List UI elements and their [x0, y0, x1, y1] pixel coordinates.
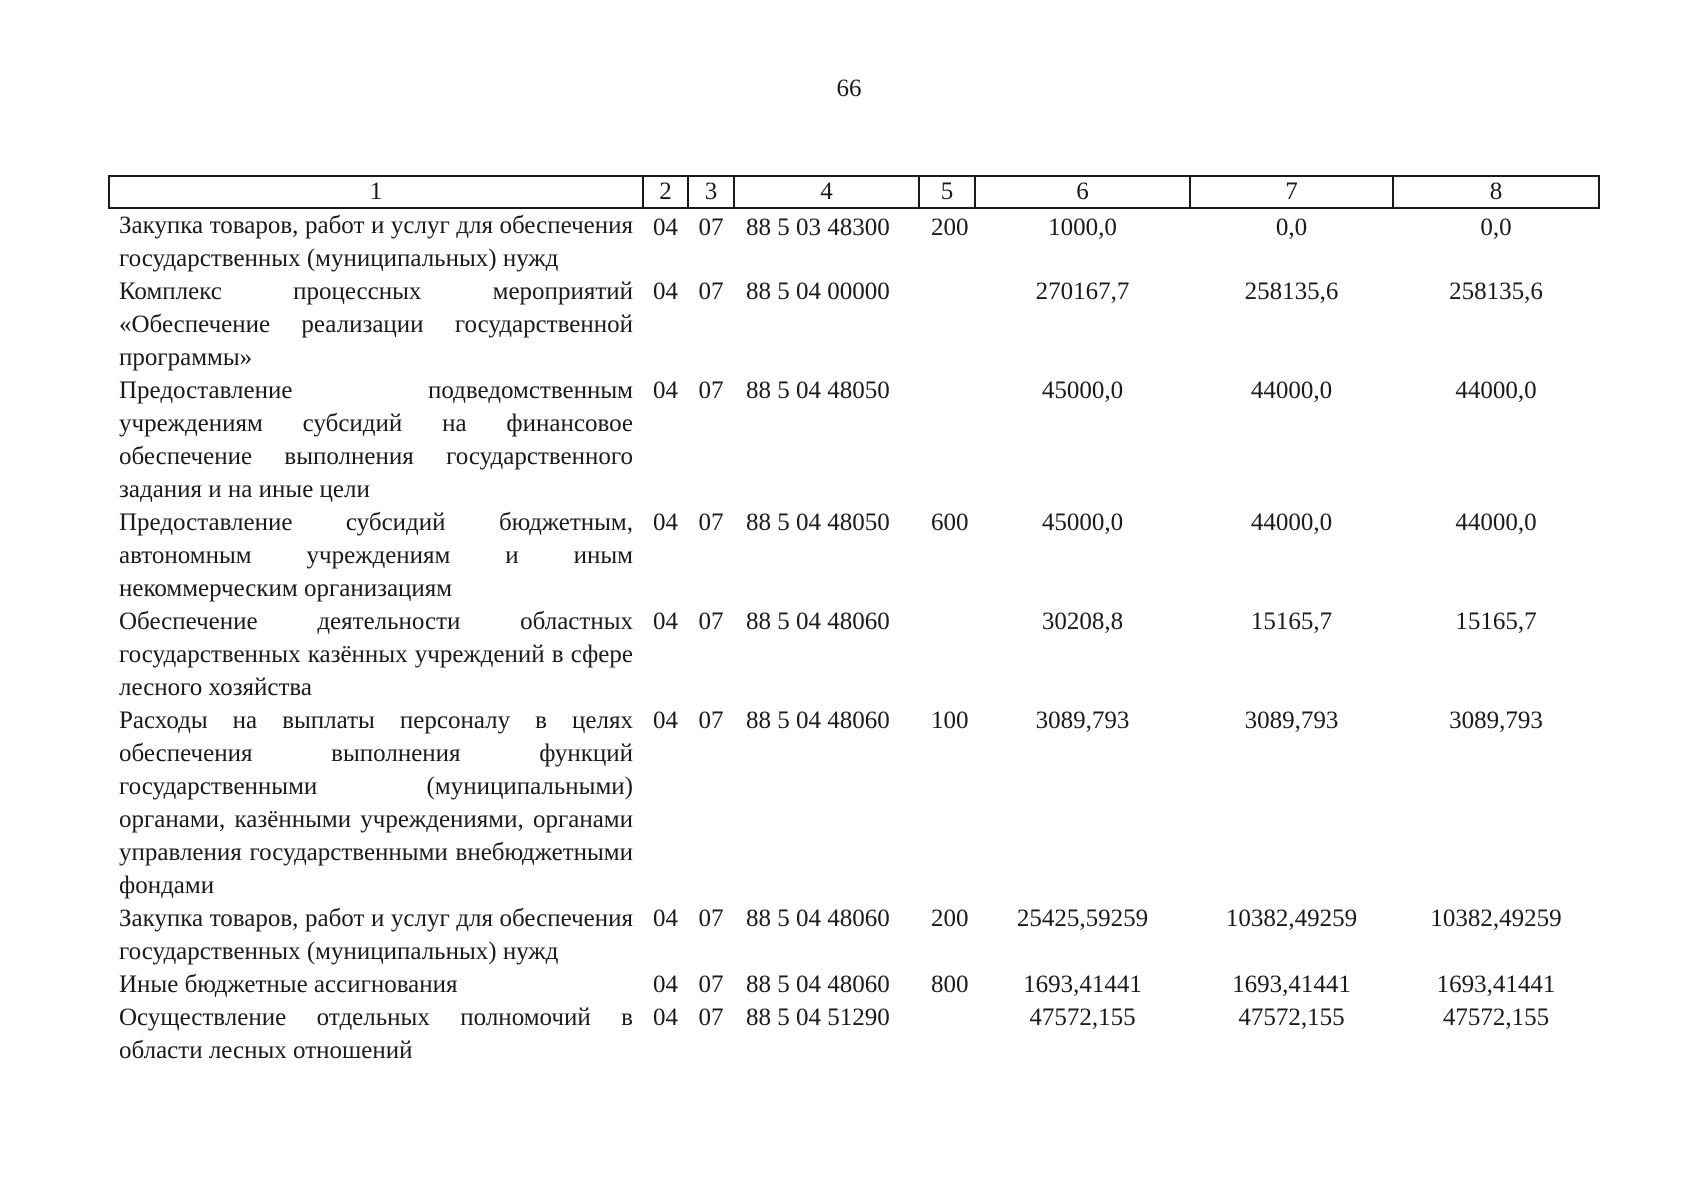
- expense-type-code: [919, 1001, 975, 1067]
- amount-col-8: 15165,7: [1455, 608, 1537, 635]
- table-row: [109, 275, 1599, 374]
- target-article-code: 88 5 04 00000: [746, 278, 890, 305]
- expense-type-code: [919, 275, 975, 374]
- section-code: 04: [653, 608, 678, 635]
- subsection-code: 07: [698, 509, 724, 536]
- table-row: [109, 902, 1599, 968]
- amount-col-7: 1693,41441: [1232, 971, 1351, 998]
- section-code: 04: [653, 377, 678, 404]
- amount-col-6: 3089,793: [1035, 707, 1130, 734]
- amount-col-6: 45000,0: [1041, 509, 1124, 536]
- row-description: Предоставление подведомственным учреждениям субсидий на финансовое обеспечение выполнения государственного задания и на иные цели: [119, 377, 633, 503]
- expense-type-code: 100: [931, 707, 969, 734]
- table-row: [109, 208, 1599, 275]
- row-description: Осуществление отдельных полномочий в области лесных отношений: [119, 1004, 633, 1064]
- row-description: Расходы на выплаты персоналу в целях обеспечения выполнения функций государственными (муниципальными) органами, казёнными учреждениями, органами управления государственными внебюджетными фондами: [119, 707, 633, 899]
- expense-type-code: [919, 605, 975, 704]
- amount-col-6: 270167,7: [1035, 278, 1130, 305]
- table-header-row: [109, 176, 1599, 208]
- subsection-code: 07: [698, 608, 724, 635]
- subsection-code: 07: [698, 905, 724, 932]
- table-row: [109, 605, 1599, 704]
- subsection-code: 07: [698, 971, 724, 998]
- amount-col-7: 47572,155: [1238, 1004, 1345, 1031]
- expense-type-code: 200: [931, 214, 969, 241]
- column-header: 6: [975, 176, 1190, 208]
- column-header: 4: [734, 176, 919, 208]
- amount-col-8: 0,0: [1480, 214, 1512, 241]
- column-header: 3: [688, 176, 734, 208]
- amount-col-7: 44000,0: [1250, 509, 1333, 536]
- target-article-code: 88 5 04 48060: [746, 707, 890, 734]
- expense-type-code: 800: [931, 971, 969, 998]
- row-description: Закупка товаров, работ и услуг для обеспечения государственных (муниципальных) нужд: [119, 212, 633, 272]
- amount-col-6: 47572,155: [1029, 1004, 1136, 1031]
- amount-col-6: 45000,0: [1041, 377, 1124, 404]
- amount-col-7: 15165,7: [1250, 608, 1333, 635]
- section-code: 04: [653, 905, 678, 932]
- subsection-code: 07: [698, 707, 724, 734]
- amount-col-8: 1693,41441: [1436, 971, 1556, 998]
- row-description: Предоставление субсидий бюджетным, автономным учреждениям и иным некоммерческим организациям: [119, 509, 633, 602]
- amount-col-7: 44000,0: [1250, 377, 1333, 404]
- column-header: 5: [919, 176, 975, 208]
- amount-col-8: 47572,155: [1442, 1004, 1550, 1031]
- section-code: 04: [653, 509, 678, 536]
- row-description: Комплекс процессных мероприятий «Обеспечение реализации государственной программы»: [119, 278, 633, 371]
- row-description: Обеспечение деятельности областных государственных казённых учреждений в сфере лесного хозяйства: [119, 608, 633, 701]
- table-row: [109, 1001, 1599, 1067]
- amount-col-6: 1693,41441: [1023, 971, 1142, 998]
- section-code: 04: [653, 971, 678, 998]
- expense-type-code: [919, 374, 975, 506]
- row-description: Иные бюджетные ассигнования: [119, 971, 458, 998]
- column-header: 1: [109, 176, 643, 208]
- target-article-code: 88 5 04 48060: [746, 971, 890, 998]
- table-row: [109, 704, 1599, 902]
- expense-type-code: 600: [931, 509, 969, 536]
- section-code: 04: [653, 278, 678, 305]
- section-code: 04: [653, 1004, 678, 1031]
- amount-col-7: 258135,6: [1244, 278, 1339, 305]
- amount-col-8: 258135,6: [1449, 278, 1543, 305]
- amount-col-6: 30208,8: [1041, 608, 1124, 635]
- table-row: [109, 506, 1599, 605]
- target-article-code: 88 5 03 48300: [746, 214, 890, 241]
- amount-col-7: 3089,793: [1244, 707, 1339, 734]
- section-code: 04: [653, 707, 678, 734]
- subsection-code: 07: [698, 214, 724, 241]
- target-article-code: 88 5 04 48060: [746, 608, 890, 635]
- amount-col-8: 10382,49259: [1430, 905, 1562, 932]
- table-row: [109, 968, 1599, 1001]
- column-header: 8: [1393, 176, 1599, 208]
- column-header: 2: [643, 176, 688, 208]
- target-article-code: 88 5 04 48050: [746, 377, 890, 404]
- target-article-code: 88 5 04 51290: [746, 1004, 890, 1031]
- table-row: [109, 374, 1599, 506]
- amount-col-8: 44000,0: [1455, 377, 1537, 404]
- target-article-code: 88 5 04 48060: [746, 905, 890, 932]
- row-description: Закупка товаров, работ и услуг для обеспечения государственных (муниципальных) нужд: [119, 905, 633, 965]
- amount-col-8: 3089,793: [1449, 707, 1543, 734]
- amount-col-8: 44000,0: [1455, 509, 1537, 536]
- expense-type-code: 200: [931, 905, 969, 932]
- subsection-code: 07: [698, 278, 724, 305]
- page-number: 66: [836, 75, 862, 102]
- subsection-code: 07: [698, 1004, 724, 1031]
- amount-col-7: 10382,49259: [1225, 905, 1358, 932]
- amount-col-6: 1000,0: [1048, 214, 1117, 241]
- target-article-code: 88 5 04 48050: [746, 509, 890, 536]
- budget-table: [108, 175, 1600, 1067]
- subsection-code: 07: [698, 377, 724, 404]
- column-header: 7: [1190, 176, 1393, 208]
- amount-col-6: 25425,59259: [1016, 905, 1149, 932]
- section-code: 04: [653, 214, 678, 241]
- amount-col-7: 0,0: [1275, 214, 1308, 241]
